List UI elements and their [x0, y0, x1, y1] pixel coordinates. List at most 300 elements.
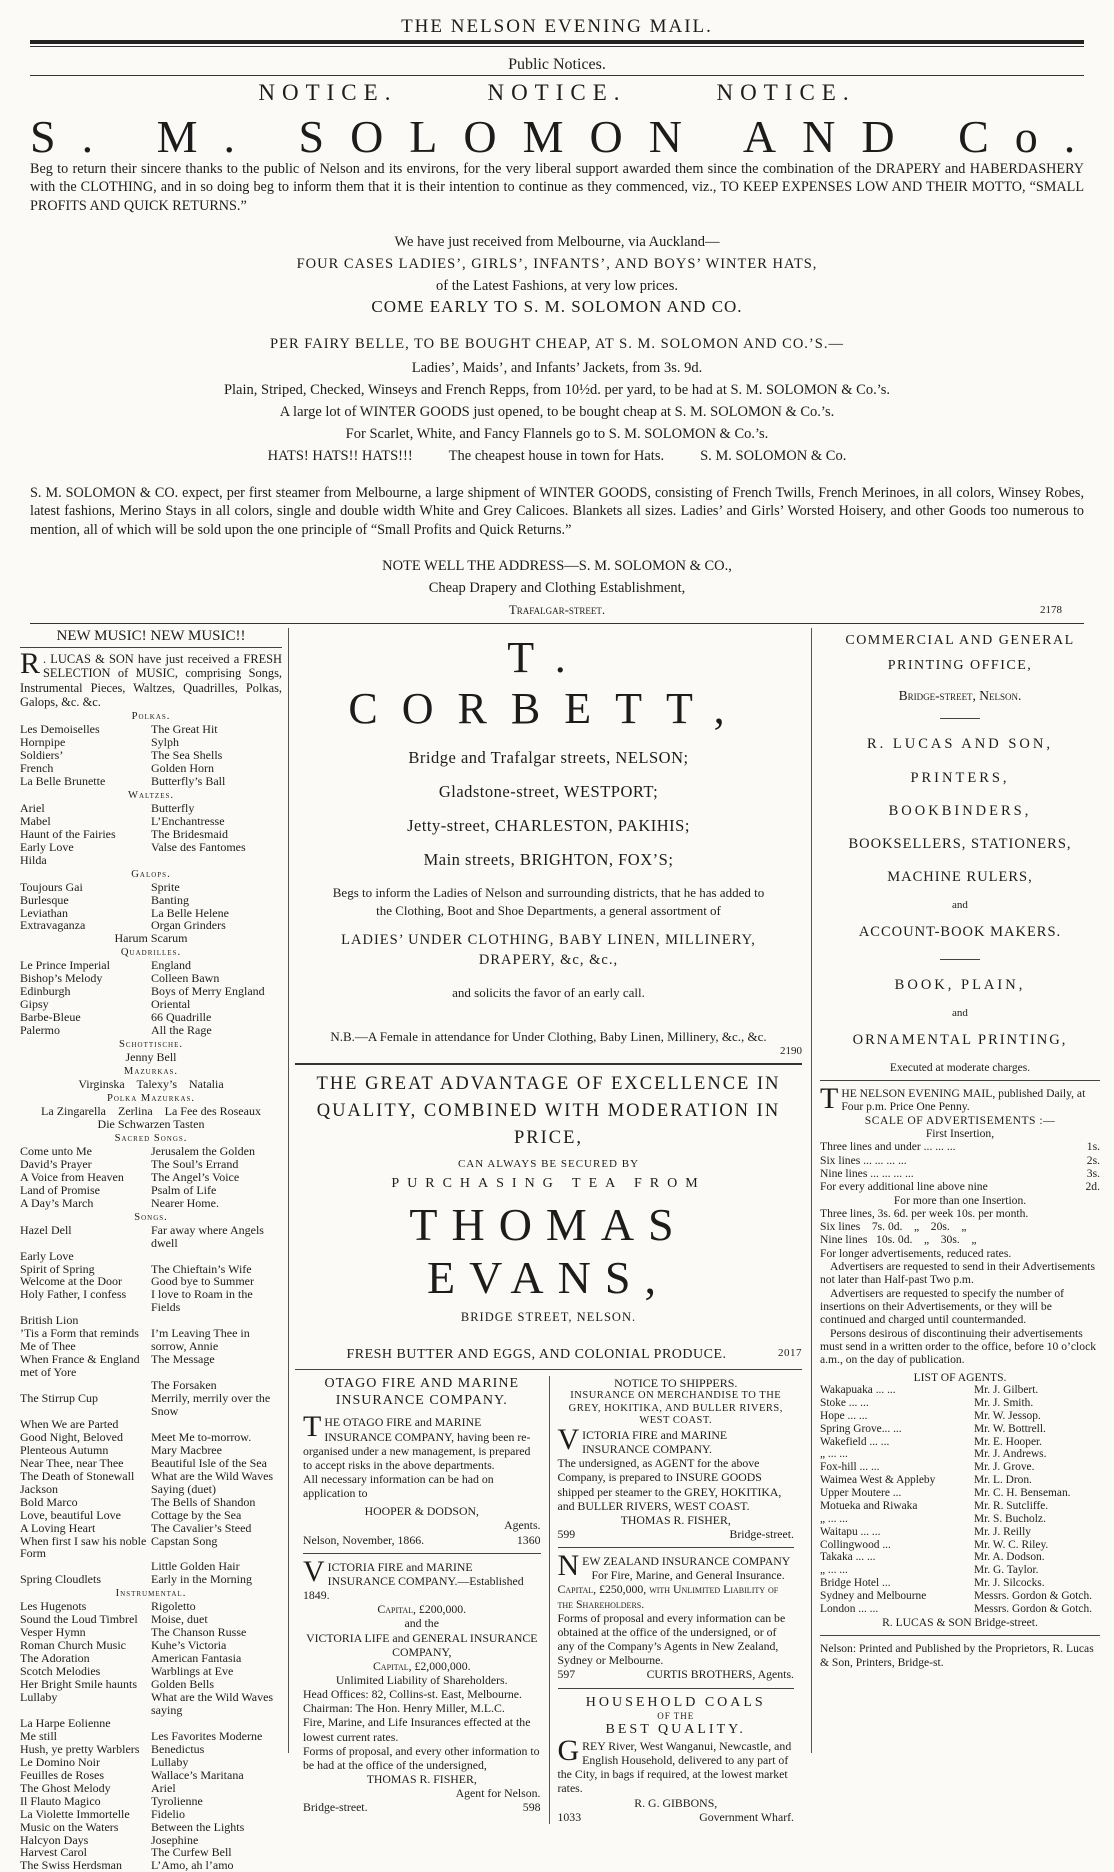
- music-title: Spirit of Spring: [20, 1261, 95, 1276]
- solomon-para-1: Beg to return their sincere thanks to the public of Nelson and its environs, for the very liberal support awarded them since the combination of the DRAPERY and HABERDASHERY with the CLOTHING, and in so doing beg to inform them that it is their intention to continue as they commenced, viz., TO KEEP EXPENSES LOW AND THEIR MOTTO, “SMALL PROFITS AND QUICK RETURNS.”: [30, 161, 1084, 214]
- printing-title: COMMERCIAL AND GENERAL PRINTING OFFICE,: [845, 633, 1075, 674]
- music-title: L’Enchantresse: [151, 813, 225, 828]
- music-title: Spring Cloudlets: [20, 1572, 102, 1587]
- otago-dropcap: T: [303, 1410, 322, 1444]
- music-title: Les Hugenots: [20, 1599, 87, 1614]
- music-title: British Lion: [20, 1313, 79, 1328]
- coals-number: 1033: [557, 1809, 582, 1824]
- otago-rule: [303, 1553, 541, 1554]
- music-title: American Fantasia: [151, 1651, 242, 1666]
- music-title: Early Love: [20, 1248, 74, 1263]
- masthead-rule-thin: [30, 46, 1084, 47]
- music-title: Moise, duet: [151, 1612, 208, 1627]
- insurance-columns: [295, 1376, 802, 1824]
- otago-date: Nelson, November, 1866.: [303, 1532, 425, 1547]
- music-title: Scotch Melodies: [20, 1664, 101, 1679]
- music-title: The Curfew Bell: [151, 1845, 232, 1860]
- nz-footer: [558, 1667, 795, 1681]
- otago-body: [303, 1410, 541, 1472]
- agent-entry: Mr. J. Gilbert.: [974, 1384, 1039, 1397]
- music-title: Feuilles de Roses: [20, 1767, 104, 1782]
- music-title: The Great Hit: [151, 722, 218, 737]
- music-title: Warblings at Eve: [151, 1664, 234, 1679]
- printing-and-1: and: [952, 899, 968, 912]
- instrumental-label: Instrumental.: [115, 1588, 187, 1600]
- music-title: Il Flauto Magico: [20, 1793, 101, 1808]
- music-title: Gipsy: [20, 997, 49, 1012]
- music-title: Toujours Gai: [20, 879, 83, 894]
- music-title: Benedictus: [151, 1741, 205, 1756]
- printing-account: ACCOUNT-BOOK MAKERS.: [858, 924, 1062, 941]
- agent-entry: Collingwood ...: [820, 1538, 891, 1551]
- masthead: THE NELSON EVENING MAIL.: [401, 16, 713, 37]
- column-rule-1: [288, 628, 289, 1753]
- mail-weekly-2: Six lines 7s. 0d. „ 20s. „: [820, 1220, 967, 1234]
- music-title: Rigoletto: [151, 1599, 196, 1614]
- music-title: Butterfly’s Ball: [151, 773, 226, 788]
- agent-entry: Mr. S. Bucholz.: [974, 1512, 1046, 1525]
- music-title: When first I saw his noble Form: [20, 1533, 147, 1561]
- music-title: Early in the Morning: [151, 1572, 252, 1587]
- music-title: The Message: [151, 1352, 215, 1367]
- music-title: The Angel’s Voice: [151, 1169, 240, 1184]
- music-column: [20, 628, 282, 1872]
- music-title: Sylph: [151, 735, 180, 750]
- nz-number: 597: [557, 1667, 576, 1682]
- music-title: [151, 1717, 282, 1730]
- victoria-head-offices: Head Offices: 82, Collins-st. East, Melbourne.: [303, 1687, 522, 1702]
- music-title: Banting: [151, 892, 189, 907]
- solomon-cheapest: The cheapest house in town for Hats.: [448, 448, 665, 464]
- nz-dropcap: N: [557, 1549, 580, 1583]
- victoria-chairman: Chairman: The Hon. Henry Miller, M.L.C.: [303, 1701, 505, 1716]
- shippers-body-block: [557, 1422, 795, 1457]
- sacred-list: [20, 1145, 282, 1210]
- victoria-life: VICTORIA LIFE and GENERAL INSURANCE COMPANY,: [306, 1630, 538, 1659]
- music-title: Butterfly: [151, 800, 195, 815]
- solomon-hats-sig: S. M. SOLOMON & Co.: [700, 448, 847, 464]
- solomon-come-early: COME EARLY TO S. M. SOLOMON AND CO.: [371, 297, 743, 316]
- evans-rule: [295, 1369, 802, 1370]
- agent-entry: Hope ... ...: [820, 1409, 868, 1422]
- quadrilles-label: Quadrilles.: [120, 947, 182, 959]
- corbett-body: Begs to inform the Ladies of Nelson and surrounding districts, that he has added to the Clothing, Boot and Shoe Departments, a general assortment of: [332, 885, 765, 918]
- coals-footer: [558, 1810, 795, 1824]
- music-title: A Voice from Heaven: [20, 1169, 124, 1184]
- printing-executed: Executed at moderate charges.: [889, 1061, 1031, 1074]
- evans-always: CAN ALWAYS BE SECURED BY: [457, 1157, 640, 1170]
- music-title: Soldiers’: [20, 747, 64, 762]
- mail-more: For more than one Insertion.: [893, 1193, 1027, 1207]
- shippers-street: Bridge-street.: [729, 1527, 794, 1542]
- solomon-fairy: PER FAIRY BELLE, TO BE BOUGHT CHEAP, AT S. M. SOLOMON AND CO.’S.—: [270, 336, 844, 352]
- music-title: All the Rage: [151, 1023, 212, 1038]
- music-title: Le Domino Noir: [20, 1754, 100, 1769]
- music-title: Lullaby: [20, 1690, 58, 1705]
- corbett-nb: N.B.—A Female in attendance for Under Clothing, Baby Linen, Millinery, &c., &c.: [330, 1028, 767, 1044]
- music-title: Holy Father, I confess: [20, 1287, 127, 1302]
- music-title: The Death of Stonewall Jackson: [20, 1468, 135, 1496]
- music-title: Beautiful Isle of the Sea: [151, 1455, 267, 1470]
- mail-lucas-sig: R. LUCAS & SON Bridge-street.: [882, 1615, 1038, 1629]
- coals-gibbons: R. G. GIBBONS,: [634, 1795, 718, 1810]
- victoria-footer: [303, 1800, 541, 1814]
- agent-entry: Mr. L. Dron.: [974, 1474, 1032, 1487]
- music-title: Les Favorites Moderne: [151, 1728, 263, 1743]
- printing-booksellers: BOOKSELLERS, STATIONERS,: [848, 835, 1072, 852]
- notice-row: [30, 80, 1084, 106]
- music-title: Between the Lights: [151, 1819, 245, 1834]
- songs-label: Songs.: [134, 1211, 168, 1223]
- schottische-label: Schottische.: [118, 1039, 184, 1051]
- corbett-line-1: Bridge and Trafalgar streets, NELSON;: [408, 748, 689, 767]
- shippers-number: 599: [557, 1527, 576, 1542]
- music-title: Hornpipe: [20, 735, 66, 750]
- galops-list: [20, 881, 282, 933]
- music-title: Bold Marco: [20, 1494, 78, 1509]
- music-title: Early Love: [20, 839, 74, 854]
- music-title: Leviathan: [20, 905, 68, 920]
- mail-imprint: Nelson: Printed and Published by the Proprietors, R. Lucas & Son, Printers, Bridge-st.: [820, 1642, 1094, 1669]
- coals-of-the: OF THE: [657, 1711, 695, 1722]
- music-title: When We are Parted: [20, 1416, 119, 1431]
- shippers-body-2: The undersigned, as AGENT for the above Company, is prepared to INSURE GOODS shipped per steamer to the GREY, HOKITIKA, and BULLER RIVERS, WEST COAST.: [557, 1456, 782, 1513]
- solomon-lot: A large lot of WINTER GOODS just opened, to be bought cheap at S. M. SOLOMON & Co.’s.: [279, 404, 835, 420]
- solomon-para-2: S. M. SOLOMON & CO. expect, per first steamer from Melbourne, a large shipment of WINTER GOODS, consisting of French Twills, French Merinoes, in all colors, Winsey Robes, latest fashions, Merino Stays in all colors, single and double width White and Grey Calicoes. Blankets all sizes. Ladies’ and Girls’ Worsted Hoisery, and other Goods too numerous to mention, all of which will be sold upon the one principle of “Small Profits and Quick Returns.”: [30, 485, 1084, 538]
- music-title: [151, 1418, 282, 1431]
- music-title: Love, beautiful Love: [20, 1507, 121, 1522]
- music-title: Me still: [20, 1728, 58, 1743]
- music-title: The Stirrup Cup: [20, 1391, 98, 1406]
- mail-longer: For longer advertisements, reduced rates.: [820, 1246, 1012, 1260]
- printing-rule-2: [940, 959, 980, 960]
- corbett-line-2: Gladstone-street, WESTPORT;: [438, 782, 659, 801]
- nz-forms: Forms of proposal and every information can be obtained at the office of the undersigned, or of any of the Company’s Agents in New Zealand, Sydney or Melbourne.: [557, 1610, 786, 1668]
- music-title: Oriental: [151, 997, 191, 1012]
- masthead-rule: [30, 40, 1084, 44]
- evans-head: THE GREAT ADVANTAGE OF EXCELLENCE IN QUALITY, COMBINED WITH MODERATION IN PRICE,: [316, 1074, 781, 1148]
- mail-weekly-1: Three lines, 3s. 6d. per week 10s. per month.: [820, 1206, 1029, 1220]
- otago-info: All necessary information can be had on application to: [303, 1471, 494, 1501]
- nz-sub: For Fire, Marine, and General Insurance.: [591, 1568, 785, 1583]
- solomon-received: We have just received from Melbourne, via Auckland—: [394, 234, 720, 250]
- music-title: The Soul’s Errand: [151, 1156, 239, 1171]
- coals-dropcap: G: [557, 1733, 580, 1767]
- rate-label: Three lines and under ... ... ...: [820, 1140, 956, 1154]
- music-title: Les Demoiselles: [20, 722, 100, 737]
- music-title: Valse des Fantomes: [151, 839, 246, 854]
- agent-entry: Spring Grove... ...: [820, 1422, 902, 1435]
- rate-price: 3s.: [1086, 1166, 1100, 1180]
- music-title: I’m Leaving Thee in sorrow, Annie: [151, 1326, 250, 1354]
- polka-mazurkas-items-2: Die Schwarzen Tasten: [97, 1116, 205, 1131]
- solomon-street: Trafalgar-street.: [508, 602, 606, 617]
- shippers-footer: [558, 1527, 795, 1541]
- music-title: 66 Quadrille: [151, 1010, 212, 1025]
- agent-entry: Messrs. Gordon & Gotch.: [974, 1602, 1093, 1615]
- music-title: Burlesque: [20, 892, 69, 907]
- coals-body-block: [557, 1733, 795, 1796]
- music-title: The Adoration: [20, 1651, 90, 1666]
- music-title: Haunt of the Fairies: [20, 826, 116, 841]
- music-title: Josephine: [151, 1832, 199, 1847]
- agent-entry: Takaka ... ...: [820, 1551, 876, 1564]
- music-title: Hazel Dell: [20, 1222, 72, 1237]
- coals-best: BEST QUALITY.: [605, 1722, 746, 1738]
- mazurkas-items: Virginska Talexy’s Natalia: [78, 1077, 224, 1092]
- music-title: ’Tis a Form that reminds Me of Thee: [20, 1326, 139, 1354]
- column-rule-2: [811, 628, 812, 1753]
- rate-row: [820, 1180, 1100, 1193]
- music-intro-text: . LUCAS & SON have just received a FRESH SELECTION of MUSIC, comprising Songs, Instrumental Pieces, Waltzes, Quadrilles, Polkas, Galops, &c. &c.: [20, 652, 282, 709]
- agent-entry: Mr. J. Silcocks.: [974, 1577, 1045, 1590]
- music-title: The Swiss Herdsman: [20, 1858, 122, 1872]
- corbett-rule: [295, 1063, 802, 1065]
- polkas-list: [20, 723, 282, 788]
- solomon-hats-row: [30, 448, 1084, 465]
- shippers-body: ICTORIA FIRE and MARINE INSURANCE COMPANY.: [582, 1427, 728, 1457]
- mail-block: [820, 1081, 1100, 1669]
- music-title: La Belle Brunette: [20, 773, 106, 788]
- printing-printers: PRINTERS,: [910, 769, 1010, 786]
- solomon-note-well: NOTE WELL THE ADDRESS—S. M. SOLOMON & CO.,: [382, 558, 732, 574]
- mail-rule: [820, 1635, 1100, 1636]
- music-title: When France & England met of Yore: [20, 1352, 140, 1380]
- music-title: The Bridesmaid: [151, 826, 228, 841]
- victoria-forms: Forms of proposal, and every other information to be had at the office of the undersigned,: [303, 1743, 540, 1772]
- music-title: The Bells of Shandon: [151, 1494, 256, 1509]
- music-title: The Cavalier’s Steed: [151, 1520, 252, 1535]
- nz-agents: CURTIS BROTHERS, Agents.: [646, 1667, 794, 1682]
- printing-bookbinders: BOOKBINDERS,: [888, 802, 1032, 819]
- music-title: Palermo: [20, 1023, 60, 1038]
- music-title: The Forsaken: [151, 1378, 217, 1393]
- music-title: Lullaby: [151, 1754, 189, 1769]
- victoria-and-the: and the: [404, 1616, 439, 1631]
- music-title: Golden Horn: [151, 760, 214, 775]
- music-title: A Day’s March: [20, 1195, 94, 1210]
- victoria-title-block: [303, 1554, 541, 1603]
- agent-entry: Upper Moutere ...: [820, 1487, 902, 1500]
- printing-rule-1: [940, 718, 980, 719]
- mail-p1: Advertisers are requested to send in their Advertisements not later than Half-past Two p.m.: [820, 1260, 1095, 1287]
- sacred-label: Sacred Songs.: [114, 1132, 188, 1144]
- notice-2: NOTICE.: [487, 80, 627, 105]
- notice-3: NOTICE.: [716, 80, 856, 105]
- music-title: The Chanson Russe: [151, 1625, 247, 1640]
- music-title: Land of Promise: [20, 1182, 100, 1197]
- music-title: I love to Roam in the Fields: [151, 1287, 253, 1315]
- nz-title: EW ZEALAND INSURANCE COMPANY: [582, 1554, 791, 1569]
- rate-label: For every additional line above nine: [820, 1180, 988, 1194]
- music-title: French: [20, 760, 54, 775]
- music-title: England: [151, 958, 191, 973]
- printing-street: Bridge-street, Nelson.: [898, 688, 1022, 704]
- rate-row: [820, 1167, 1100, 1180]
- printing-rule-3: [820, 1080, 1100, 1081]
- music-title: Ariel: [151, 1780, 176, 1795]
- music-title: Kuhe’s Victoria: [151, 1638, 227, 1653]
- mail-rates: [820, 1140, 1100, 1193]
- agent-entry: Wakefield ... ...: [820, 1435, 890, 1448]
- rate-price: 1s.: [1086, 1140, 1100, 1154]
- mail-intro: HE NELSON EVENING MAIL, published Daily, at Four p.m. Price One Penny.: [841, 1086, 1086, 1114]
- evans-purchasing: PURCHASING TEA FROM: [391, 1175, 706, 1191]
- victoria-agent-for: Agent for Nelson.: [455, 1786, 541, 1801]
- music-title: Fidelio: [151, 1806, 186, 1821]
- music-title: Bishop’s Melody: [20, 971, 103, 986]
- solomon-latest: of the Latest Fashions, at very low prices.: [435, 278, 678, 294]
- evans-number: 2017: [778, 1346, 802, 1359]
- music-title: Jerusalem the Golden: [151, 1143, 255, 1158]
- music-intro: [20, 647, 282, 709]
- agent-entry: Mr. G. Taylor.: [974, 1564, 1039, 1577]
- agent-entry: Mr. C. H. Benseman.: [974, 1487, 1071, 1500]
- agent-entry: Stoke ... ...: [820, 1396, 869, 1409]
- music-title: Sprite: [151, 879, 180, 894]
- coals-title: HOUSEHOLD COALS: [585, 1694, 766, 1710]
- agent-entry: Mr. J. Reilly: [974, 1525, 1031, 1538]
- otago-footer: [303, 1533, 541, 1547]
- solomon-four-cases: FOUR CASES LADIES’, GIRLS’, INFANTS’, AND BOYS’ WINTER HATS,: [296, 256, 818, 272]
- victoria-title: ICTORIA FIRE and MARINE INSURANCE COMPANY.—Established 1849.: [303, 1559, 524, 1603]
- music-title: Hush, ye pretty Warblers: [20, 1741, 140, 1756]
- evans-address: BRIDGE STREET, NELSON.: [460, 1309, 637, 1324]
- music-title: Little Golden Hair: [151, 1559, 240, 1574]
- music-title: What are the Wild Waves saying: [151, 1690, 274, 1717]
- corbett-under: LADIES’ UNDER CLOTHING, BABY LINEN, MILLINERY, DRAPERY, &c, &c.,: [341, 932, 756, 968]
- mazurkas-label: Mazurkas.: [123, 1066, 179, 1078]
- polka-mazurkas-items: La Zingarella Zerlina La Fee des Roseaux: [41, 1103, 261, 1118]
- music-title: Sound the Loud Timbrel: [20, 1612, 138, 1627]
- agent-entry: Messrs. Gordon & Gotch.: [974, 1590, 1093, 1603]
- music-title: Music on the Waters: [20, 1819, 119, 1834]
- music-title: Far away where Angels dwell: [151, 1222, 264, 1250]
- printing-lucas: R. LUCAS AND SON,: [867, 736, 1053, 753]
- corbett-line-3: Jetty-street, CHARLESTON, PAKIHIS;: [407, 816, 690, 835]
- mail-p2: Advertisers are requested to specify the number of insertions on their Advertisements, or they will be continued and charged until countermanded.: [820, 1286, 1065, 1327]
- evans-fresh-row: [295, 1347, 802, 1363]
- polkas-label: Polkas.: [131, 711, 171, 723]
- agent-entry: Fox-hill ... ...: [820, 1461, 880, 1474]
- mail-intro-block: [820, 1081, 1100, 1115]
- agent-entry: Mr. E. Hooper.: [974, 1435, 1043, 1448]
- music-title: Wallace’s Maritana: [151, 1767, 244, 1782]
- agent-entry: Waimea West & Appleby: [820, 1474, 936, 1487]
- shippers-dropcap: V: [557, 1422, 580, 1456]
- agent-entry: Mr. R. Sutcliffe.: [974, 1499, 1049, 1512]
- music-title: Meet Me to-morrow.: [151, 1429, 252, 1444]
- otago-body-text: HE OTAGO FIRE and MARINE INSURANCE COMPANY, having been re-organised under a new management, is prepared to accept risks in the above departments.: [303, 1415, 531, 1472]
- agent-entry: London ... ...: [820, 1602, 879, 1615]
- mail-dropcap: T: [820, 1081, 839, 1115]
- instrumental-list: [20, 1600, 282, 1872]
- music-title: Cottage by the Sea: [151, 1507, 242, 1522]
- coals-body: REY River, West Wanganui, Newcastle, and English Household, delivered to any part of the City, in bags if required, at the lowest market rates.: [557, 1738, 792, 1796]
- agent-entry: Waitapu ... ...: [820, 1525, 881, 1538]
- rate-label: Nine lines ... ... ... ...: [820, 1166, 914, 1180]
- victoria-number: 598: [522, 1800, 541, 1815]
- mail-p3: Persons desirous of discontinuing their advertisements must send in a written order to the office, before 10 o’clock a.m., on the day of publication.: [820, 1326, 1097, 1367]
- right-column: [820, 628, 1100, 1753]
- victoria-street: Bridge-street.: [303, 1800, 368, 1815]
- music-heading: NEW MUSIC! NEW MUSIC!!: [20, 628, 282, 648]
- shippers-sub: INSURANCE ON MERCHANDISE TO THE GREY, HOKITIKA, AND BULLER RIVERS, WEST COAST.: [568, 1390, 783, 1427]
- agent-entry: „ ... ...: [820, 1512, 848, 1525]
- music-title: Mabel: [20, 813, 51, 828]
- victoria-unlimited: Unlimited Liability of Shareholders.: [335, 1673, 508, 1687]
- coals-wharf: Government Wharf.: [699, 1809, 794, 1824]
- section-rule: [30, 75, 1084, 76]
- songs-list: [20, 1224, 282, 1587]
- music-title: Merrily, merrily over the Snow: [151, 1391, 271, 1418]
- printing-ornamental: ORNAMENTAL PRINTING,: [852, 1031, 1068, 1048]
- music-title: Welcome at the Door: [20, 1274, 122, 1289]
- music-title: Le Prince Imperial: [20, 958, 110, 973]
- solomon-jackets: Ladies’, Maids’, and Infants’ Jackets, from 3s. 9d.: [411, 360, 703, 376]
- schottische-item: Jenny Bell: [125, 1050, 177, 1065]
- shippers-rule: [558, 1547, 795, 1548]
- music-title: Ariel: [20, 800, 45, 815]
- agent-entry: Mr. J. Andrews.: [974, 1448, 1047, 1461]
- galops-single: Harum Scarum: [114, 931, 188, 946]
- music-title: Tyrolienne: [151, 1793, 203, 1808]
- insurance-left: [295, 1376, 549, 1824]
- shippers-title: NOTICE TO SHIPPERS.: [614, 1375, 738, 1390]
- music-title: Come unto Me: [20, 1143, 92, 1158]
- agent-entry: Mr. A. Dodson.: [974, 1551, 1045, 1564]
- rate-row: [820, 1154, 1100, 1167]
- rate-price: 2s.: [1086, 1153, 1100, 1167]
- mail-agents-label: LIST OF AGENTS.: [913, 1370, 1007, 1384]
- music-title: Barbe-Bleue: [20, 1010, 81, 1025]
- waltzes-list: [20, 802, 282, 867]
- agent-entry: Mr. W. C. Riley.: [974, 1538, 1049, 1551]
- shippers-fisher: THOMAS R. FISHER,: [620, 1512, 731, 1527]
- mail-scale: SCALE OF ADVERTISEMENTS :—: [864, 1113, 1056, 1127]
- nz-rule: [558, 1688, 795, 1689]
- evans-fresh: FRESH BUTTER AND EGGS, AND COLONIAL PRODUCE.: [346, 1346, 727, 1362]
- victoria-capital-2: Capital, £2,000,000.: [372, 1658, 471, 1673]
- otago-number: 1360: [516, 1532, 541, 1547]
- otago-title: OTAGO FIRE AND MARINE INSURANCE COMPANY.: [324, 1375, 519, 1408]
- agent-entry: „ ... ...: [820, 1448, 848, 1461]
- rate-row: [820, 1140, 1100, 1153]
- agent-entry: Sydney and Melbourne: [820, 1590, 927, 1603]
- agent-entry: Mr. J. Grove.: [974, 1461, 1035, 1474]
- agent-entry: Mr. W. Bottrell.: [974, 1422, 1046, 1435]
- corbett-solicits: and solicits the favor of an early call.: [452, 985, 645, 1001]
- corbett-title: T. CORBETT,: [348, 633, 749, 733]
- solomon-hats: HATS! HATS!! HATS!!!: [267, 448, 413, 464]
- music-title: Boys of Merry England: [151, 984, 265, 999]
- section-divider: [30, 623, 1084, 624]
- music-title: Harvest Carol: [20, 1845, 87, 1860]
- music-title: David’s Prayer: [20, 1156, 92, 1171]
- music-title: Organ Grinders: [151, 918, 226, 933]
- music-title: La Belle Helene: [151, 905, 229, 920]
- solomon-scarlet: For Scarlet, White, and Fancy Flannels go to S. M. SOLOMON & Co.’s.: [345, 426, 769, 442]
- agent-entry: Wakapuaka ... ...: [820, 1384, 896, 1397]
- music-title: A Loving Heart: [20, 1520, 96, 1535]
- music-title: Extravaganza: [20, 918, 86, 933]
- printing-book: BOOK, PLAIN,: [894, 976, 1026, 993]
- music-title: Roman Church Music: [20, 1638, 126, 1653]
- agent-entry: „ ... ...: [820, 1564, 848, 1577]
- music-title: What are the Wild Waves Saying (duet): [151, 1468, 274, 1496]
- victoria-dropcap: V: [303, 1554, 325, 1588]
- polka-mazurkas-label: Polka Mazurkas.: [106, 1092, 196, 1104]
